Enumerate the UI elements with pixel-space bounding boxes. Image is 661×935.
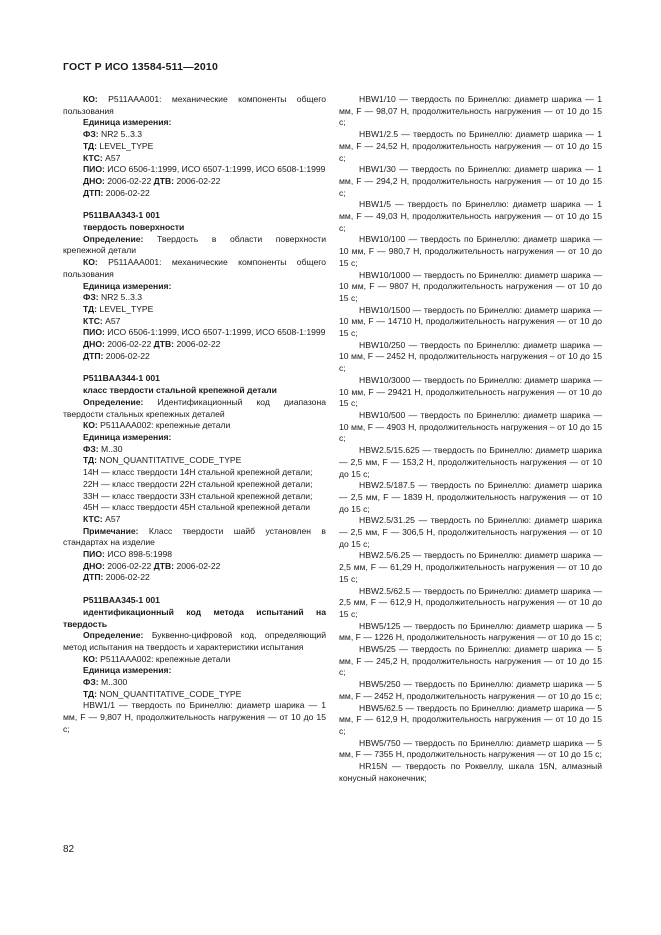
attribute-value: ИСО 6506-1:1999, ИСО 6507-1:1999, ИСО 6508-1:1999 [104, 164, 326, 175]
attribute-value: 2006-02-22 [174, 339, 221, 350]
attribute-label: ДТП: [83, 350, 104, 361]
attribute-value: P511AAA001: механические компоненты общего пользования [63, 257, 326, 279]
value-item-text: 33H — класс твердости 33H стальной крепежной детали; [83, 490, 313, 501]
value-item-text: 14H — класс твердости 14H стальной крепежной детали; [83, 467, 313, 478]
attribute-label: Примечание: [83, 525, 139, 536]
hardness-method-text: HBW10/250 — твердость по Бринеллю: диаметр шарика — 10 мм, F — 2452 Н, продолжительность нагружения – от 10 до 15 с; [339, 339, 602, 374]
hardness-method-text: HBW5/125 — твердость по Бринеллю: диаметр шарика — 5 мм, F — 1226 Н, продолжительность нагружения — от 10 до 15 с; [339, 620, 602, 643]
hardness-method-text: HBW2.5/187.5 — твердость по Бринеллю: диаметр шарика — 2,5 мм, F — 1839 Н, продолжительность нагружения — от 10 до 15 с; [339, 480, 602, 514]
attribute-value: 2006-02-22 [104, 339, 154, 350]
hardness-method-item [339, 703, 602, 738]
hardness-method-text: HBW2.5/15.625 — твердость по Бринеллю: диаметр шарика — 2,5 мм, F — 153,2 Н, продолжительность нагружения — от 10 до 15 с; [339, 445, 602, 479]
attribute-label: ДТВ: [153, 560, 175, 571]
attribute-label: ТД: [83, 688, 98, 699]
attribute-line [63, 257, 326, 280]
attribute-line [63, 164, 326, 176]
page-number: 82 [63, 844, 75, 855]
hardness-method-item [339, 199, 602, 234]
element-code-text: P511BAA343-1 001 [83, 210, 160, 221]
hardness-method-item [339, 410, 602, 445]
attribute-value: Буквенно-цифровой код, определяющий метод испытания на твердость и характеристики испытания [63, 630, 326, 652]
value-item [63, 467, 326, 479]
hardness-method-text: HBW10/100 — твердость по Бринеллю: диаметр шарика — 10 мм, F — 980,7 Н, продолжительность нагружения — от 10 до 15 с; [339, 234, 602, 268]
value-item [63, 491, 326, 503]
hardness-method-item [339, 445, 602, 480]
hardness-method-text: HBW10/1500 — твердость по Бринеллю: диаметр шарика — 10 мм, F — 14710 Н, продолжительность нагружения — от 10 до 15 с; [339, 304, 602, 339]
attribute-line [63, 316, 326, 328]
attribute-value: 2006-02-22 [103, 187, 150, 198]
value-item [63, 502, 326, 514]
attribute-line [63, 351, 326, 363]
attribute-line [63, 94, 326, 117]
hardness-method-text: HBW1/10 — твердость по Бринеллю: диаметр шарика — 1 мм, F — 98,07 Н, продолжительность нагружения — от 10 до 15 с; [339, 94, 602, 128]
attribute-line [63, 572, 326, 584]
hardness-method-text: HBW1/5 — твердость по Бринеллю: диаметр шарика — 1 мм, F — 49,03 Н, продолжительность нагружения — от 10 до 15 с; [339, 199, 602, 233]
attribute-line [63, 677, 326, 689]
attribute-line [63, 281, 326, 293]
attribute-label: ФЗ: [83, 129, 99, 140]
attribute-line [63, 514, 326, 526]
hardness-method-item [339, 550, 602, 585]
value-item [63, 700, 326, 735]
attribute-value: 2006-02-22 [103, 350, 150, 361]
hardness-method-text: HBW1/2.5 — твердость по Бринеллю: диаметр шарика — 1 мм, F — 24,52 Н, продолжительность нагружения — от 10 до 15 с; [339, 129, 602, 163]
hardness-method-item [339, 305, 602, 340]
attribute-label: ДТП: [83, 187, 104, 198]
attribute-label: ТД: [83, 455, 98, 466]
attribute-label: ДТП: [83, 572, 104, 583]
page-header: ГОСТ Р ИСО 13584-511—2010 [63, 61, 218, 73]
attribute-label: ДНО: [83, 175, 105, 186]
attribute-value: ИСО 6506-1:1999, ИСО 6507-1:1999, ИСО 6508-1:1999 [104, 327, 326, 338]
element-name [63, 385, 326, 397]
attribute-value: Идентификационный код диапазона твердости стальных крепежных деталей [63, 396, 326, 419]
attribute-label: КТС: [83, 152, 103, 163]
element-code [63, 373, 326, 385]
attribute-value: 2006-02-22 [104, 175, 154, 186]
attribute-line [63, 455, 326, 467]
attribute-line [63, 420, 326, 432]
attribute-value: 2006-02-22 [174, 560, 221, 571]
hardness-method-text: HBW5/25 — твердость по Бринеллю: диаметр шарика — 5 мм, F — 245,2 Н, продолжительность нагружения — от 10 до 15 с; [339, 644, 602, 678]
hardness-method-item [339, 234, 602, 269]
hardness-method-text: HR15N — твердость по Роквеллу, шкала 15N, алмазный конусный наконечник; [339, 761, 602, 783]
attribute-label: Определение: [83, 233, 144, 244]
attribute-label: Единица измерения: [83, 665, 172, 676]
attribute-value: NR2 5..3.3 [98, 292, 143, 303]
element-code [63, 595, 326, 607]
attribute-label: ФЗ: [83, 677, 99, 688]
attribute-line [63, 526, 326, 549]
attribute-value: ИСО 898-5:1998 [104, 549, 173, 560]
hardness-method-item [339, 340, 602, 375]
attribute-label: КТС: [83, 315, 103, 326]
attribute-label: ДНО: [83, 560, 105, 571]
attribute-value: LEVEL_TYPE [97, 140, 154, 151]
element-name-text: идентификационный код метода испытаний на твердость [63, 606, 326, 629]
attribute-value: Твердость в области поверхности крепежной детали [63, 233, 326, 256]
hardness-method-item [339, 515, 602, 550]
right-column [339, 94, 602, 784]
attribute-label: ТД: [83, 140, 98, 151]
attribute-value: 2006-02-22 [103, 572, 150, 583]
attribute-line [63, 630, 326, 653]
attribute-line [63, 327, 326, 339]
value-item [63, 479, 326, 491]
attribute-line [63, 234, 326, 257]
attribute-label: ДНО: [83, 339, 105, 350]
attribute-value: M..300 [98, 677, 128, 688]
hardness-method-item [339, 270, 602, 305]
attribute-label: ТД: [83, 303, 98, 314]
attribute-label: Определение: [83, 396, 144, 407]
attribute-line [63, 176, 326, 188]
attribute-label: ДТВ: [153, 175, 175, 186]
attribute-label: КТС: [83, 513, 103, 524]
hardness-method-text: HBW5/62.5 — твердость по Бринеллю: диаметр шарика — 5 мм, F — 612,9 Н, продолжительность нагружения — от 10 до 15 с; [339, 702, 602, 736]
attribute-line [63, 117, 326, 129]
hardness-method-text: HBW2.5/6.25 — твердость по Бринеллю: диаметр шарика — 2,5 мм, F — 61,29 Н, продолжительность нагружения — от 10 до 15 с; [339, 550, 602, 584]
value-item-text: 45H — класс твердости 45H стальной крепежной детали [83, 502, 311, 513]
attribute-label: Единица измерения: [83, 117, 172, 128]
hardness-method-text: HBW5/250 — твердость по Бринеллю: диаметр шарика — 5 мм, F — 2452 Н, продолжительность нагружения — от 10 до 15 с; [339, 679, 602, 701]
hardness-method-item [339, 586, 602, 621]
attribute-line [63, 432, 326, 444]
hardness-method-item [339, 94, 602, 129]
attribute-value: M..30 [98, 443, 123, 454]
hardness-method-item [339, 375, 602, 410]
attribute-line [63, 339, 326, 351]
attribute-label: ПИО: [83, 327, 105, 338]
element-code [63, 210, 326, 222]
attribute-label: КО: [83, 653, 98, 664]
attribute-line [63, 188, 326, 200]
hardness-method-item [339, 129, 602, 164]
attribute-value: NR2 5..3.3 [98, 129, 143, 140]
hardness-method-item [339, 164, 602, 199]
attribute-label: КО: [83, 94, 98, 104]
attribute-line [63, 397, 326, 420]
attribute-label: КО: [83, 257, 98, 268]
attribute-line [63, 665, 326, 677]
value-item-text: 22H — класс твердости 22H стальной крепежной детали; [83, 478, 313, 489]
attribute-label: Единица измерения: [83, 280, 172, 291]
hardness-method-item [339, 480, 602, 515]
left-column [63, 94, 326, 736]
value-item-text: HBW1/1 — твердость по Бринеллю: диаметр шарика — 1 мм, F — 9,807 Н, продолжительность нагружения — от 10 до 15 с; [63, 700, 326, 734]
element-code-text: P511BAA344-1 001 [83, 373, 160, 384]
element-name [63, 607, 326, 630]
attribute-value: P511AAA001: механические компоненты общего пользования [63, 94, 326, 116]
attribute-line [63, 304, 326, 316]
attribute-line [63, 561, 326, 573]
hardness-method-text: HBW5/750 — твердость по Бринеллю: диаметр шарика — 5 мм, F — 7355 Н, продолжительность нагружения — от 10 до 15 с; [339, 737, 602, 760]
attribute-line [63, 141, 326, 153]
hardness-method-text: HBW10/1000 — твердость по Бринеллю: диаметр шарика — 10 мм, F — 9807 Н, продолжительность нагружения — от 10 до 15 с; [339, 269, 602, 303]
attribute-value: P511AAA002: крепежные детали [97, 420, 231, 431]
attribute-line [63, 153, 326, 165]
attribute-label: ФЗ: [83, 443, 99, 454]
attribute-line [63, 292, 326, 304]
attribute-value: NON_QUANTITATIVE_CODE_TYPE [97, 688, 242, 699]
attribute-line [63, 689, 326, 701]
attribute-value: A57 [102, 152, 121, 163]
attribute-label: ПИО: [83, 549, 105, 560]
attribute-value: 2006-02-22 [104, 560, 154, 571]
attribute-line [63, 129, 326, 141]
element-code-text: P511BAA345-1 001 [83, 595, 160, 606]
attribute-value: Класс твердости шайб установлен в стандартах на изделие [63, 525, 326, 548]
attribute-label: Определение: [83, 630, 144, 641]
attribute-value: P511AAA002: крепежные детали [97, 653, 231, 664]
hardness-method-text: HBW10/500 — твердость по Бринеллю: диаметр шарика — 10 мм, F — 4903 Н, продолжительность нагружения – от 10 до 15 с; [339, 409, 602, 444]
hardness-method-item [339, 679, 602, 702]
hardness-method-text: HBW2.5/62.5 — твердость по Бринеллю: диаметр шарика — 2,5 мм, F — 612,9 Н, продолжительность нагружения — от 10 до 15 с; [339, 585, 602, 619]
attribute-label: Единица измерения: [83, 431, 172, 442]
element-name-text: класс твердости стальной крепежной детали [83, 385, 277, 396]
attribute-value: LEVEL_TYPE [97, 303, 154, 314]
attribute-value: A57 [102, 513, 121, 524]
hardness-method-item [339, 738, 602, 761]
hardness-method-item [339, 761, 602, 784]
hardness-method-text: HBW1/30 — твердость по Бринеллю: диаметр шарика — 1 мм, F — 294,2 Н, продолжительность нагружения — от 10 до 15 с; [339, 164, 602, 198]
hardness-method-item [339, 644, 602, 679]
element-name-text: твердость поверхности [83, 222, 185, 233]
attribute-line [63, 654, 326, 666]
attribute-label: КО: [83, 420, 98, 431]
attribute-label: ДТВ: [153, 339, 175, 350]
hardness-method-text: HBW10/3000 — твердость по Бринеллю: диаметр шарика — 10 мм, F — 29421 Н, продолжительность нагружения — от 10 до 15 с; [339, 374, 602, 409]
attribute-value: NON_QUANTITATIVE_CODE_TYPE [97, 455, 242, 466]
attribute-label: ФЗ: [83, 292, 99, 303]
hardness-method-text: HBW2.5/31.25 — твердость по Бринеллю: диаметр шарика — 2,5 мм, F — 306,5 Н, продолжительность нагружения — от 10 до 15 с; [339, 515, 602, 549]
attribute-value: 2006-02-22 [174, 175, 221, 186]
attribute-value: A57 [102, 315, 121, 326]
attribute-line [63, 549, 326, 561]
element-name [63, 222, 326, 234]
hardness-method-item [339, 621, 602, 644]
attribute-line [63, 444, 326, 456]
attribute-label: ПИО: [83, 164, 105, 175]
